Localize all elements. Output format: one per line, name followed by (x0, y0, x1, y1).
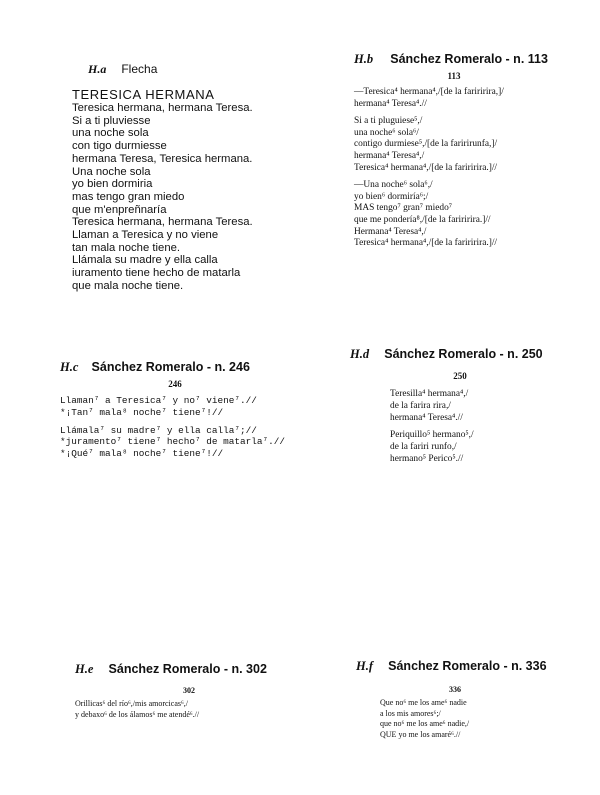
verse-line: Llámala⁷ su madre⁷ y ella calla⁷;// (60, 424, 257, 436)
panel-header (88, 62, 302, 77)
panel-header (354, 52, 574, 67)
verse-line: —Teresica⁴ hermana⁴,/[de la fariririra,]/ (354, 87, 504, 97)
verse-line: hermana⁴ Teresa⁴.// (354, 98, 427, 109)
verse-line: de la fariri runfo,/ (390, 442, 457, 453)
verse-line: Que no⁶ me los ame⁶ nadie (380, 698, 467, 707)
verse-line: una noche sola (72, 127, 149, 140)
verse-line: mas tengo gran miedo (72, 190, 185, 203)
verse-line: yo bien⁶ dormiría⁶;/ (354, 191, 429, 202)
panel-siglum: H.a (88, 62, 107, 76)
panel-header (356, 659, 586, 674)
verse-line: y debaxo⁶ de los álamos⁶ me atendé⁶.// (75, 709, 200, 719)
verse-line: que me pondería⁸,/[de la fariririra.]// (354, 214, 491, 225)
verse-line: una noche⁶ sola⁶/ (354, 127, 419, 138)
verse-line: Hermana⁴ Teresa⁴,/ (354, 226, 427, 237)
verse-line: *juramento⁷ tiene⁷ hecho⁷ de matarla⁷.// (60, 436, 286, 448)
verse-line: Orillicas⁶ del río⁶,/mis amorcicas⁶,/ (75, 699, 189, 708)
poem-number: 246 (168, 379, 182, 389)
poem-verses (75, 699, 315, 720)
verse-line: a los mis amores⁶;/ (380, 708, 441, 718)
verse-line: Si a ti pluguiese⁵,/ (354, 116, 423, 127)
verse-line: —Una noche⁶ sola⁶,/ (354, 180, 433, 191)
verse-line: que m'enpreñnaría (72, 203, 167, 216)
verse-line: de la farira rira,/ (390, 400, 451, 411)
panel-h-d (350, 347, 580, 466)
verse-line: *¡Tan⁷ mala⁸ noche⁷ tiene⁷!// (60, 406, 224, 418)
verse-line: Teresica hermana, hermana Teresa. (72, 102, 253, 114)
panel-source-label: Sánchez Romeralo - n. 336 (388, 659, 547, 673)
panel-siglum: H.f (356, 659, 374, 673)
verse-line: *¡Qué⁷ mala⁸ noche⁷ tiene⁷!// (60, 448, 224, 460)
poem-number: 336 (449, 685, 461, 694)
verse-line: Llaman a Teresica y no viene (72, 229, 219, 242)
panel-source-label: Sánchez Romeralo - n. 302 (108, 662, 267, 676)
poem-verses (390, 389, 580, 466)
poem-verses (72, 102, 302, 293)
verse-line: Teresilla⁴ hermana⁴,/ (390, 389, 469, 399)
verse-line: Si a ti pluviesse (72, 114, 151, 127)
verse-line: hermana⁴ Teresa⁴.// (390, 412, 463, 423)
verse-line: Llaman⁷ a Teresica⁷ y no⁷ viene⁷.// (60, 395, 257, 406)
panel-source-label: Sánchez Romeralo - n. 246 (91, 360, 250, 374)
panel-siglum: H.d (350, 347, 370, 361)
verse-line: Llámala su madre y ella calla (72, 254, 218, 267)
verse-line: Teresica⁴ hermana⁴,/[de la fariririra.]// (354, 162, 498, 173)
poem-title: TERESICA HERMANA (72, 87, 215, 102)
verse-line: Periquillo⁵ hermano⁵,/ (390, 430, 474, 441)
panel-source-label: Sánchez Romeralo - n. 250 (384, 347, 543, 361)
verse-line: QUE yo me los amaré⁶.// (380, 729, 461, 739)
verse-line: Teresica⁴ hermana⁴,/[de la fariririra.]// (354, 238, 498, 249)
panel-siglum: H.e (75, 662, 94, 676)
panel-header (60, 360, 300, 375)
verse-line: tan mala noche tiene. (72, 241, 181, 254)
verse-line: yo bien dormiria (72, 178, 153, 191)
verse-line: contigo durmiese⁵,/[de la faririrunfa,]/ (354, 139, 498, 150)
verse-line: hermano⁵ Perico⁵.// (390, 453, 464, 464)
panel-header (75, 662, 315, 677)
panel-h-b (354, 52, 574, 250)
panel-h-a (72, 62, 302, 293)
panel-source-label: Sánchez Romeralo - n. 113 (390, 52, 548, 66)
poem-verses (60, 395, 300, 460)
poem-number: 250 (453, 371, 467, 381)
panel-siglum: H.c (60, 360, 79, 374)
verse-line: hermana Teresa, Teresica hermana. (72, 152, 253, 165)
panel-h-f (356, 659, 586, 740)
panel-header (350, 347, 580, 362)
verse-line: hermana⁴ Teresa⁴,/ (354, 150, 425, 161)
verse-line: con tigo durmiesse (72, 140, 167, 153)
poem-verses (380, 698, 586, 740)
verse-line: Una noche sola (72, 165, 151, 178)
verse-line: MAS tengo⁷ gran⁷ miedo⁷ (354, 203, 453, 214)
verse-line: que mala noche tiene. (72, 279, 184, 292)
panel-source-label: Flecha (121, 62, 158, 76)
panel-siglum: H.b (354, 52, 374, 66)
poem-number: 113 (447, 71, 461, 81)
panel-h-c (60, 360, 300, 460)
poem-number: 302 (183, 686, 195, 695)
verse-line: que no⁶ me los ame⁶ nadie,/ (380, 719, 470, 728)
verse-line: iuramento tiene hecho de matarla (72, 267, 241, 280)
poem-verses (354, 87, 574, 250)
panel-h-e (75, 662, 315, 720)
verse-line: Teresica hermana, hermana Teresa. (72, 216, 253, 229)
